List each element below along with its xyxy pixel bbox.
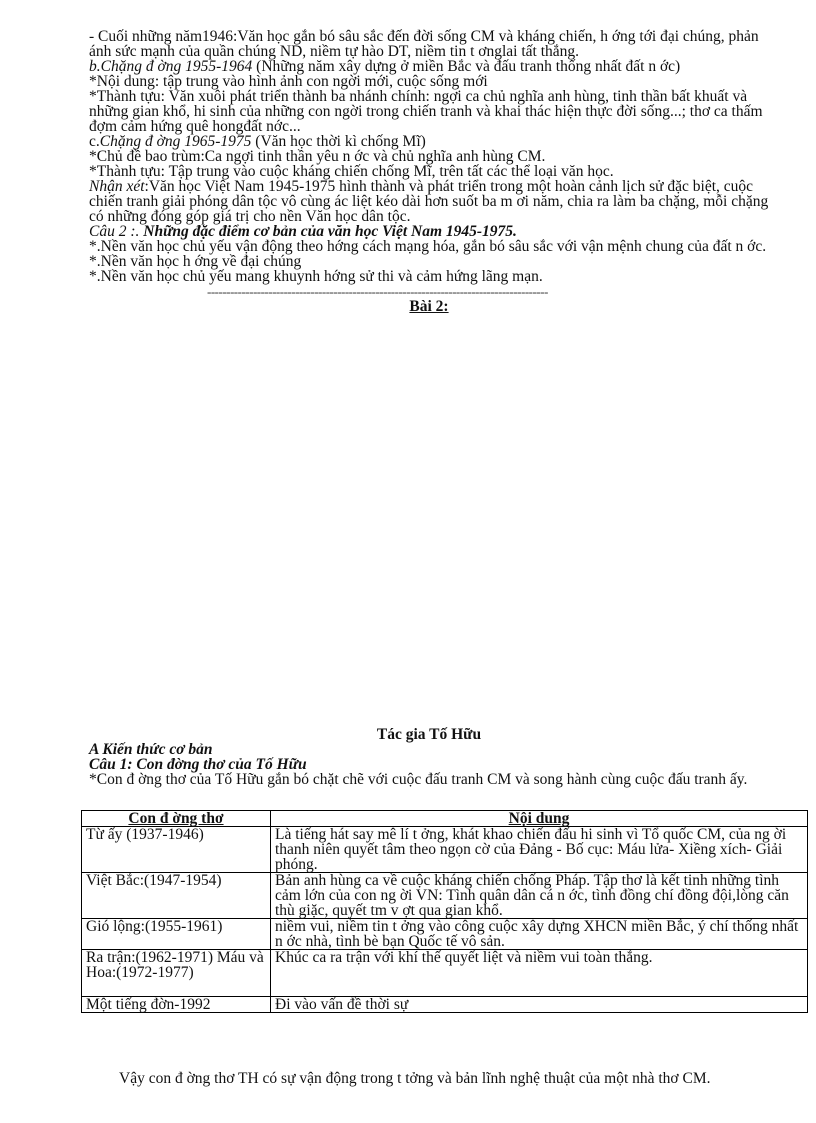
table-cell: Khúc ca ra trận với khí thế quyết liệt và niềm vui toàn thắng. bbox=[271, 950, 808, 997]
table-cell: Từ ấy (1937-1946) bbox=[82, 827, 271, 873]
question-heading bbox=[89, 224, 769, 239]
question-text: Những đặc điểm cơ bản của văn học Việt Nam 1945-1975. bbox=[139, 223, 517, 240]
paragraph bbox=[89, 59, 769, 74]
table-cell: Một tiếng đờn-1992 bbox=[82, 997, 271, 1013]
paragraph: *Nội dung: tập trung vào hình ảnh con ngời mới, cuộc sống mới bbox=[89, 73, 488, 90]
section-heading-c: Chặng đ ờng 1965-1975 bbox=[99, 133, 252, 150]
paragraph: *Thành tựu: Văn xuôi phát triển thành ba nhánh chính: ngợi ca chủ nghĩa anh hùng, tinh thần bất khuất và những gian khổ, hi sinh của những con ngời trong chiến tranh và khai thác hiện thực đời sống...; thơ ca thấm đợm cảm hứng quê hongđất nớc... bbox=[89, 88, 763, 135]
paragraph: *.Nền văn học chủ yếu vận động theo hớng cách mạng hóa, gắn bó sâu sắc với vận mệnh chung của đất n ớc. bbox=[89, 238, 767, 255]
paragraph: *.Nền văn học h ớng về đại chúng bbox=[89, 253, 302, 270]
lesson-heading: Bài 2: bbox=[409, 298, 449, 315]
table-cell: Việt Bắc:(1947-1954) bbox=[82, 873, 271, 919]
paragraph: *.Nền văn học chủ yếu mang khuynh hớng sử thi và cảm hứng lãng mạn. bbox=[89, 268, 543, 285]
paragraph-text: (Văn học thời kì chống Mĩ) bbox=[251, 133, 426, 150]
section-heading-b: b.Chặng đ ờng 1955-1964 bbox=[89, 58, 253, 75]
header-cell: Con đ ờng thơ bbox=[82, 811, 271, 827]
table-row bbox=[82, 919, 808, 950]
paragraph-text: :Văn học Việt Nam 1945-1975 hình thành và phát triển trong một hoàn cảnh lịch sử đặc biệt, cuộc chiến tranh giải phóng dân tộc vô cùng ác liệt kéo dài hơn suốt ba m ơi năm, chia ra làm ba chặng, mỗi chặng có những đóng góp giá trị cho nền Văn học dân tộc. bbox=[89, 178, 769, 225]
header-cell: Nội dung bbox=[271, 811, 808, 827]
table-row bbox=[82, 873, 808, 919]
poetry-path-table bbox=[81, 810, 808, 1013]
remark-label: Nhận xét bbox=[89, 178, 145, 195]
paragraph: *Chủ đề bao trùm:Ca ngợi tinh thần yêu n ớc và chủ nghĩa anh hùng CM. bbox=[89, 148, 546, 165]
paragraph bbox=[89, 179, 769, 224]
section-a-heading: A Kiến thức cơ bản bbox=[89, 741, 213, 758]
intro-paragraph: *Con đ ờng thơ của Tố Hữu gắn bó chặt chẽ với cuộc đấu tranh CM và song hành cùng cuộc đấu tranh ấy. bbox=[89, 771, 748, 788]
prefix: c. bbox=[89, 133, 100, 150]
paragraph bbox=[89, 134, 769, 149]
cau1-heading: Câu 1: Con đờng thơ của Tố Hữu bbox=[89, 756, 307, 773]
table-row bbox=[82, 950, 808, 997]
table-row bbox=[82, 997, 808, 1013]
table-cell: Gió lộng:(1955-1961) bbox=[82, 919, 271, 950]
table-cell: Đi vào vấn đề thời sự bbox=[271, 997, 808, 1013]
paragraph: - Cuối những năm1946:Văn học gắn bó sâu sắc đến đời sống CM và kháng chiến, h ớng tới đại chúng, phản ánh sức mạnh của quần chúng ND, niềm tự hào DT, niềm tin t ơnglai tất thắng. bbox=[89, 28, 759, 60]
table-header-row bbox=[82, 811, 808, 827]
question-label: Câu 2 :. bbox=[89, 223, 140, 240]
author-title: Tác gia Tố Hữu bbox=[376, 726, 482, 743]
table-cell: niềm vui, niềm tin t ởng vào công cuộc xây dựng XHCN miền Bắc, ý chí thống nhất n ớc nhà, tình bè bạn Quốc tế vô sản. bbox=[271, 919, 808, 950]
conclusion-paragraph: Vậy con đ ờng thơ TH có sự vận động trong t tởng và bản lĩnh nghệ thuật của một nhà thơ CM. bbox=[119, 1070, 711, 1087]
paragraph: *Thành tựu: Tập trung vào cuộc kháng chiến chống Mĩ, trên tất các thể loại văn học. bbox=[89, 163, 614, 180]
part1-section bbox=[89, 29, 769, 314]
part2-section bbox=[89, 727, 789, 787]
table-cell: Ra trận:(1962-1971) Máu và Hoa:(1972-1977) bbox=[82, 950, 271, 997]
conclusion-section bbox=[89, 1071, 789, 1086]
separator-line: ----------------------------------------------------------------------------------------- bbox=[207, 284, 548, 299]
table-row bbox=[82, 827, 808, 873]
paragraph-text: (Những năm xây dựng ở miền Bắc và đấu tranh thống nhất đất n ớc) bbox=[252, 58, 681, 75]
table-cell: Là tiếng hát say mê lí t ởng, khát khao chiến đấu hi sinh vì Tổ quốc CM, của ng ời thanh niên quyết tâm theo ngọn cờ của Đảng - Bố cục: Máu lửa- Xiềng xích- Giải phóng. bbox=[271, 827, 808, 873]
table-cell: Bản anh hùng ca về cuộc kháng chiến chống Pháp. Tập thơ là kết tinh những tình cảm lớn của con ng ời VN: Tình quân dân cá n ớc, tình đồng chí đồng đội,lòng căn thù giặc, quyết tm v ợt qua gian khổ. bbox=[271, 873, 808, 919]
